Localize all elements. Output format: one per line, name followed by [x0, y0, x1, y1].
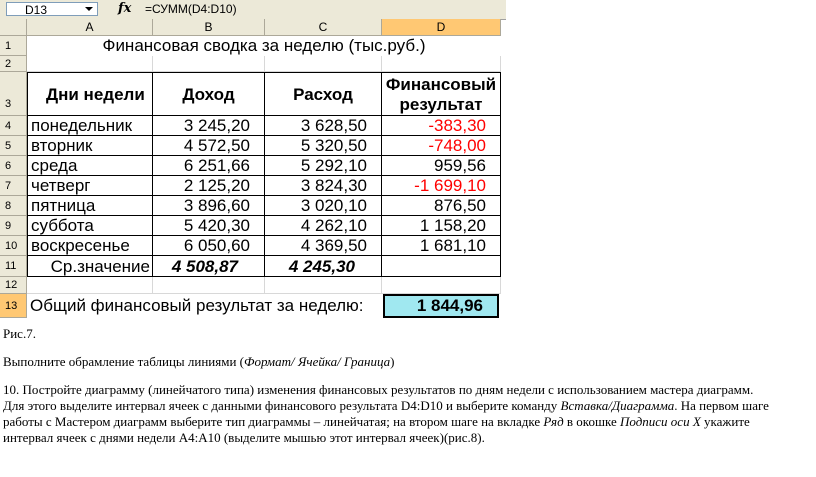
formula-input[interactable]: =СУММ(D4:D10) — [145, 2, 237, 16]
expense-cell[interactable]: 3 020,10 — [265, 196, 382, 216]
header-result[interactable] — [382, 72, 501, 116]
p2-menu-path: Вставка/Диаграмма — [560, 398, 675, 413]
p2-line-2 — [3, 398, 813, 414]
table-row — [0, 176, 506, 196]
p2-text: укажите — [700, 414, 750, 429]
p2-text: Для этого выделите интервал ячеек с данными финансового результата D4:D10 и выберите команду — [3, 398, 561, 413]
income-cell[interactable]: 6 050,60 — [153, 236, 265, 256]
row-header[interactable]: 6 — [0, 156, 27, 176]
empty-cell[interactable] — [153, 277, 265, 294]
select-all-corner[interactable] — [0, 19, 27, 36]
result-cell[interactable]: 1 681,10 — [382, 236, 501, 256]
column-headers — [0, 19, 506, 36]
sheet-row — [0, 56, 506, 72]
row-header[interactable]: 3 — [0, 72, 27, 116]
table-row — [0, 236, 506, 256]
p2-line-4: интервал ячеек с днями недели А4:А10 (выделите мышью этот интервал ячеек)(рис.8). — [3, 430, 485, 445]
row-header[interactable]: 13 — [0, 294, 27, 318]
expense-cell[interactable]: 3 824,30 — [265, 176, 382, 196]
expense-cell[interactable]: 4 369,50 — [265, 236, 382, 256]
header-day[interactable]: Дни недели — [27, 72, 153, 116]
total-label[interactable]: Общий финансовый результат за неделю: — [30, 296, 364, 315]
day-cell[interactable]: суббота — [27, 216, 153, 236]
chevron-down-icon[interactable] — [85, 7, 93, 11]
instruction-paragraph — [3, 354, 813, 370]
header-expense[interactable]: Расход — [265, 72, 382, 116]
p2-line-3 — [3, 414, 813, 430]
table-row — [0, 216, 506, 236]
p2-text: . На первом шаге — [674, 398, 769, 413]
table-row — [0, 116, 506, 136]
name-box-value: D13 — [25, 3, 48, 17]
p1-text: Выполните обрамление таблицы линиями ( — [3, 354, 244, 369]
expense-cell[interactable]: 5 292,10 — [265, 156, 382, 176]
header-income[interactable]: Доход — [153, 72, 265, 116]
expense-cell[interactable]: 5 320,50 — [265, 136, 382, 156]
p1-text-end: ) — [390, 354, 395, 369]
column-header-b[interactable]: B — [153, 19, 265, 36]
income-cell[interactable]: 6 251,66 — [153, 156, 265, 176]
p2-text: в окошке — [563, 414, 620, 429]
row-header[interactable]: 5 — [0, 136, 27, 156]
sheet-title[interactable]: Финансовая сводка за неделю (тыс.руб.) — [102, 36, 426, 55]
header-result-line1: Финансовый — [385, 75, 497, 94]
task-paragraph — [3, 382, 813, 446]
row-header[interactable]: 4 — [0, 116, 27, 136]
income-cell[interactable]: 3 896,60 — [153, 196, 265, 216]
spreadsheet-screenshot — [0, 0, 506, 322]
day-cell[interactable]: вторник — [27, 136, 153, 156]
expense-cell[interactable]: 3 628,50 — [265, 116, 382, 136]
row-header[interactable]: 10 — [0, 236, 27, 256]
empty-cell[interactable] — [153, 56, 265, 72]
row-header[interactable]: 7 — [0, 176, 27, 196]
income-cell[interactable]: 2 125,20 — [153, 176, 265, 196]
empty-cell[interactable] — [382, 56, 501, 72]
day-cell[interactable]: среда — [27, 156, 153, 176]
row-header[interactable]: 9 — [0, 216, 27, 236]
result-cell[interactable]: -1 699,10 — [382, 176, 501, 196]
result-cell[interactable]: 1 158,20 — [382, 216, 501, 236]
average-income[interactable]: 4 508,87 — [153, 256, 265, 277]
p2-line-1: 10. Постройте диаграмму (линейчатого типа) изменения финансовых результатов по дням недели с использованием мастера диаграмм. — [3, 382, 754, 397]
empty-cell[interactable] — [382, 277, 501, 294]
result-cell[interactable]: -748,00 — [382, 136, 501, 156]
income-cell[interactable]: 4 572,50 — [153, 136, 265, 156]
figure-caption: Рис.7. — [3, 326, 36, 341]
result-cell[interactable]: 876,50 — [382, 196, 501, 216]
day-cell[interactable]: четверг — [27, 176, 153, 196]
p2-tab-name: Ряд — [543, 414, 564, 429]
total-row — [0, 294, 506, 318]
total-value-cell[interactable]: 1 844,96 — [383, 294, 499, 318]
empty-cell[interactable] — [265, 56, 382, 72]
average-expense[interactable]: 4 245,30 — [265, 256, 382, 277]
column-header-d[interactable]: D — [382, 19, 501, 36]
empty-cell[interactable] — [265, 277, 382, 294]
income-cell[interactable]: 3 245,20 — [153, 116, 265, 136]
sheet-row — [0, 36, 506, 56]
day-cell[interactable]: воскресенье — [27, 236, 153, 256]
formula-bar — [0, 0, 506, 20]
header-row — [0, 72, 506, 116]
table-row — [0, 156, 506, 176]
p1-menu-path: Формат/ Ячейка/ Граница — [243, 354, 391, 369]
day-cell[interactable]: понедельник — [27, 116, 153, 136]
table-row — [0, 196, 506, 216]
result-cell[interactable]: 959,56 — [382, 156, 501, 176]
row-header[interactable]: 11 — [0, 256, 27, 277]
empty-cell[interactable] — [27, 56, 153, 72]
row-header[interactable]: 1 — [0, 36, 27, 56]
empty-cell[interactable] — [382, 256, 501, 277]
function-icon[interactable]: fx — [118, 1, 132, 16]
column-header-c[interactable]: C — [265, 19, 382, 36]
table-row — [0, 136, 506, 156]
row-header[interactable]: 2 — [0, 56, 27, 72]
expense-cell[interactable]: 4 262,10 — [265, 216, 382, 236]
header-result-line2: результат — [399, 95, 483, 114]
day-cell[interactable]: пятница — [27, 196, 153, 216]
average-label[interactable]: Ср.значение — [27, 256, 153, 277]
empty-cell[interactable] — [27, 277, 153, 294]
p2-field-name: Подписи оси X — [619, 414, 701, 429]
p2-text: работы с Мастером диаграмм выберите тип диаграммы – линейчатая; на втором шаге на вкладке — [3, 414, 544, 429]
sheet-row — [0, 277, 506, 294]
result-cell[interactable]: -383,30 — [382, 116, 501, 136]
average-row — [0, 256, 506, 277]
row-header[interactable]: 12 — [0, 277, 27, 294]
income-cell[interactable]: 5 420,30 — [153, 216, 265, 236]
row-header[interactable]: 8 — [0, 196, 27, 216]
column-header-a[interactable]: A — [27, 19, 153, 36]
